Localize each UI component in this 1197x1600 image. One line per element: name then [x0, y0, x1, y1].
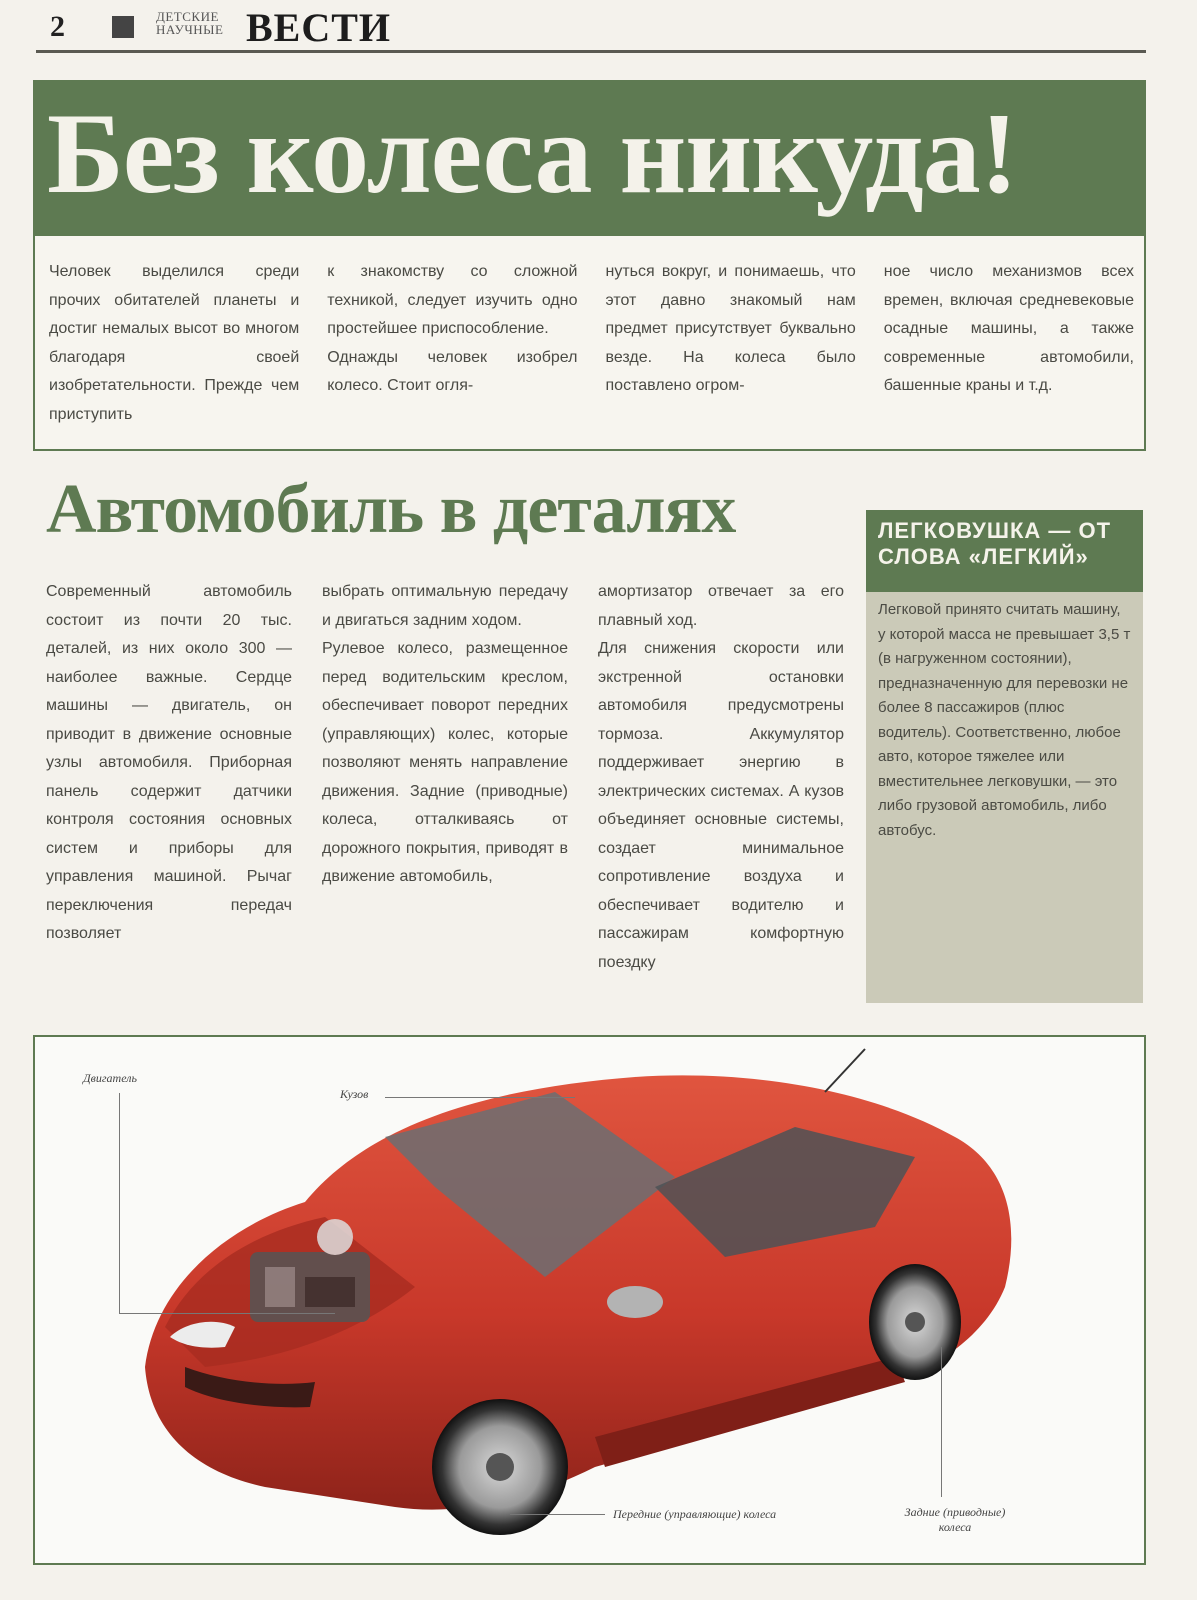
intro-text-3: нуться вокруг, и понимаешь, что этот давно знакомый нам предмет присутствует буквально везде. На колеса было поставлено огром-	[605, 263, 856, 394]
masthead-rule	[36, 50, 1146, 53]
car-figure	[33, 1035, 1146, 1565]
intro-box	[33, 236, 1146, 451]
article-column-1	[46, 578, 292, 977]
label-body: Кузов	[340, 1087, 369, 1101]
intro-text-4: ное число механизмов всех времен, включая средневековые осадные машины, а также современные автомобили, башенные краны и т.д.	[883, 263, 1134, 394]
intro-text-2b: Однажды человек изобрел колесо. Стоит огля-	[327, 348, 578, 394]
masthead-small-line1: ДЕТСКИЕ	[156, 9, 219, 24]
intro-column-4	[884, 258, 1134, 429]
article-text-1: Современный автомобиль состоит из почти 20 тыс. деталей, из них около 300 — наиболее важные. Сердце машины — двигатель, он приводит в движение основные узлы автомобиля. Приборная панель содержит датчики контроля состояния основных систем и приборы для управления машиной. Рычаг переключения передач позволяет	[46, 583, 292, 942]
headline-banner	[33, 80, 1146, 236]
masthead-small-title	[156, 10, 223, 36]
engine-leader-vertical	[119, 1093, 120, 1313]
masthead	[50, 5, 1150, 50]
sidebar-body: Легковой принято считать машину, у которой масса не превышает 3,5 т (в нагруженном состоянии), предназначенную для перевозки не более 8 пассажиров (плюс водитель). Соответственно, любое авто, которое тяжелее или вместительнее легковушки, — это либо грузовой автомобиль, либо автобус.	[866, 592, 1143, 1003]
label-front-wheels: Передние (управляющие) колеса	[613, 1507, 777, 1521]
intro-columns	[49, 258, 1134, 429]
intro-text-1: Человек выделился среди прочих обитателей планеты и достиг немалых высот во многом благодаря своей изобретательности. Прежде чем приступить	[49, 263, 300, 423]
label-rear-wheels: Задние (приводные) колеса	[904, 1505, 1006, 1534]
article-columns	[46, 578, 844, 977]
article-text-3b: Для снижения скорости или экстренной остановки автомобиля предусмотрены тормоза. Аккумулятор поддерживает энергию в электрических системах. А кузов объединяет основные системы, создает минимальное сопротивление воздуха и обеспечивает водителю и пассажирам комфортную поездку	[598, 640, 844, 971]
engine-leader-horizontal	[119, 1313, 335, 1314]
headline-title: Без колеса никуда!	[47, 90, 1018, 218]
masthead-title: ВЕСТИ	[246, 5, 392, 50]
intro-text-2a: к знакомству со сложной техникой, следует изучить одно простейшее приспособление.	[327, 263, 578, 337]
article-text-2b: Рулевое колесо, размещенное перед водительским креслом, обеспечивает поворот передних (управляющих) колес, которые позволяют менять направление движения. Задние (приводные) колеса, отталкиваясь от дорожного покрытия, приводят в движение автомобиль,	[322, 640, 568, 885]
intro-column-2	[327, 258, 577, 429]
intro-column-3	[606, 258, 856, 429]
article-column-2	[322, 578, 568, 977]
front-wheel-leader-h	[510, 1514, 605, 1515]
article-heading: Автомобиль в деталях	[46, 471, 736, 548]
car-illustration	[35, 1037, 1144, 1563]
masthead-square-icon	[112, 16, 134, 38]
label-engine: Двигатель	[83, 1071, 137, 1085]
body-leader	[385, 1097, 575, 1098]
sidebar-heading: ЛЕГКОВУШКА — ОТ СЛОВА «ЛЕГКИЙ»	[866, 510, 1143, 592]
sidebar-box	[866, 510, 1143, 1003]
article-column-3	[598, 578, 844, 977]
article-text-2a: выбрать оптимальную передачу и двигаться задним ходом.	[322, 583, 568, 629]
page-number: 2	[50, 10, 65, 43]
car-mirror-shape	[607, 1286, 663, 1318]
masthead-small-line2: НАУЧНЫЕ	[156, 22, 224, 37]
rear-wheel-leader	[941, 1347, 942, 1497]
intro-column-1	[49, 258, 299, 429]
article-text-3a: амортизатор отвечает за его плавный ход.	[598, 583, 844, 629]
